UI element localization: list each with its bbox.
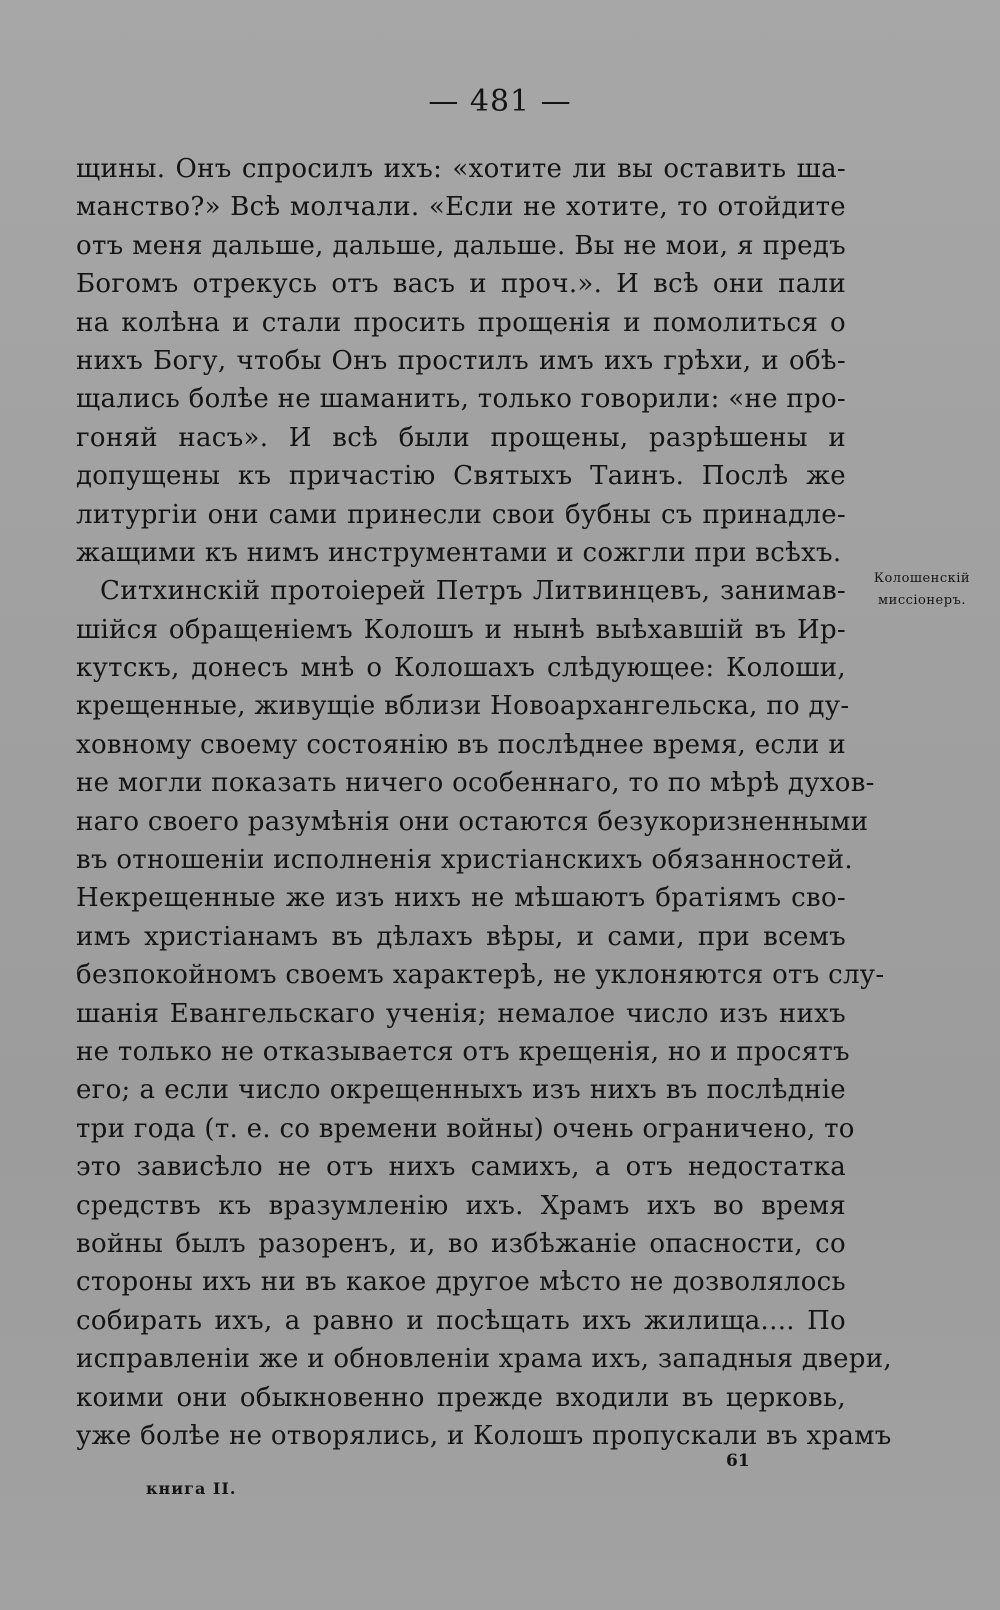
marginal-note [852,568,992,612]
marginal-note-line: Колошенскій [873,571,971,586]
text-line: литургіи они сами принесли свои бубны съ принадле- [76,499,846,530]
text-line: допущены къ причастію Святыхъ Таинъ. Послѣ же [76,461,846,492]
body-text [76,150,892,1455]
text-line: шанія Евангельскаго ученія; немалое число изъ нихъ [76,998,846,1029]
text-line: крещенные, живущіе вблизи Новоархангельска, по ду- [76,691,850,722]
text-line: кутскъ, донесъ мнѣ о Колошахъ слѣдующее: Колоши, [76,653,846,684]
text-line: коими они обыкновенно прежде входили въ церковь, [76,1382,846,1413]
text-line: имъ христіанамъ въ дѣлахъ вѣры, и сами, при всемъ [76,921,846,952]
text-line: нихъ Богу, чтобы Онъ простилъ имъ ихъ грѣхи, и обѣ- [76,345,846,376]
text-line: не только не отказывается отъ крещенія, но и просятъ [76,1036,850,1067]
text-line: стороны ихъ ни въ какое другое мѣсто не дозволялось [76,1267,846,1298]
text-line: Богомъ отрекусь отъ васъ и проч.». И всѣ они пали [76,269,846,300]
text-line: Ситхинскій протоіерей Петръ Литвинцевъ, занимав- [100,576,846,607]
text-line: щались болѣе не шаманить, только говорили: «не про- [76,384,846,415]
text-line: ховному своему состоянію въ послѣднее время, если и [76,729,846,760]
text-line: гоняй насъ». И всѣ были прощены, разрѣшены и [76,422,846,453]
text-line: наго своего разумѣнія они остаются безукоризненными [76,806,869,837]
text-line: Некрещенные же изъ нихъ не мѣшаютъ братіямъ сво- [76,883,846,914]
signature-number: 61 [726,1451,750,1471]
text-line: средствъ къ вразумленію ихъ. Храмъ ихъ во время [76,1190,846,1221]
text-line: исправленіи же и обновленіи храма ихъ, западныя двери, [76,1344,892,1375]
text-line: на колѣна и стали просить прощенія и помолиться о [76,307,846,338]
text-line: шійся обращеніемъ Колошъ и нынѣ выѣхавшій въ Ир- [76,614,846,645]
text-line: безпокойномъ своемъ характерѣ, не уклоняются отъ слу- [76,960,885,991]
text-line: щины. Онъ спросилъ ихъ: «хотите ли вы оставить ша- [76,154,846,184]
marginal-note-line: миссіонеръ. [878,593,966,608]
text-line: манство?» Всѣ молчали. «Если не хотите, то отойдите [76,192,846,223]
text-line: собирать ихъ, а равно и посѣщать ихъ жилища.... По [76,1305,846,1336]
text-line: жащими къ нимъ инструментами и сожгли при всѣхъ. [76,537,842,568]
book-mark: книга II. [146,1479,237,1498]
text-line: это зависѣло не отъ нихъ самихъ, а отъ недостатка [76,1152,846,1183]
text-line: отъ меня дальше, дальше, дальше. Вы не мои, я предъ [76,230,846,261]
text-line: не могли показать ничего особеннаго, то по мѣрѣ духов- [76,768,875,799]
text-line: войны былъ разоренъ, и, во избѣжаніе опасности, со [76,1228,846,1259]
text-line: уже болѣе не отворялись, и Колошъ пропускали въ храмъ [76,1420,892,1451]
text-line: три года (т. е. со времени войны) очень ограничено, то [76,1113,855,1144]
text-line: его; а если число окрещенныхъ изъ нихъ въ послѣдніе [76,1075,846,1106]
page-number: — 481 — [428,84,572,119]
text-line: въ отношеніи исполненія христіанскихъ обязанностей. [76,845,853,876]
